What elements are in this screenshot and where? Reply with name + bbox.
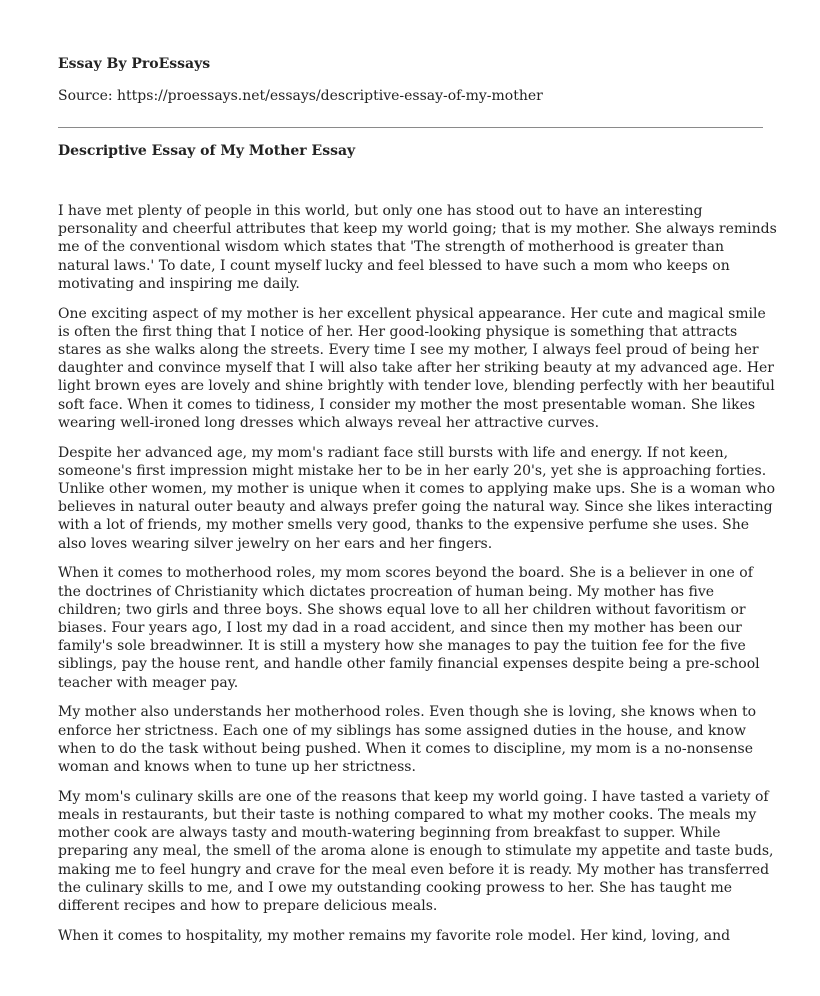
source-label: Source: bbox=[58, 88, 113, 104]
essay-paragraph bbox=[58, 305, 775, 432]
essay-line: personality and cheerful attributes that keep my world going; that is my mother. She always reminds bbox=[58, 221, 777, 238]
header-divider bbox=[58, 127, 763, 128]
essay-line: I have met plenty of people in this world, but only one has stood out to have an interesting bbox=[58, 203, 703, 219]
essay-line: making me to feel hungry and crave for the meal even before it is ready. My mother has transferred bbox=[58, 861, 770, 878]
essay-line: One exciting aspect of my mother is her excellent physical appearance. Her cute and magical smile bbox=[58, 305, 766, 322]
essay-line: wearing well-ironed long dresses which always reveal her attractive curves. bbox=[58, 414, 600, 431]
essay-line: light brown eyes are lovely and shine brightly with tender love, blending perfectly with her beautiful bbox=[58, 378, 775, 395]
essay-paragraph bbox=[58, 788, 774, 915]
essay-line: someone's first impression might mistake her to be in her early 20's, yet she is approaching forties. bbox=[58, 462, 767, 479]
essay-line: biases. Four years ago, I lost my dad in a road accident, and since then my mother has been our bbox=[58, 620, 742, 637]
essay-line: also loves wearing silver jewelry on her ears and her fingers. bbox=[58, 535, 493, 552]
essay-line: My mother also understands her motherhood roles. Even though she is loving, she knows when to bbox=[58, 704, 757, 721]
essay-line: motivating and inspiring me daily. bbox=[58, 275, 300, 292]
essay-title: Descriptive Essay of My Mother Essay bbox=[58, 143, 356, 159]
essay-line: Despite her advanced age, my mom's radiant face still bursts with life and energy. If not keen, bbox=[58, 444, 729, 461]
essay-line: enforce her strictness. Each one of my siblings has some assigned duties in the house, and know bbox=[58, 722, 746, 739]
essay-line: when to do the task without being pushed. When it comes to discipline, my mom is a no-nonsense bbox=[58, 740, 753, 757]
essay-line: teacher with meager pay. bbox=[58, 674, 239, 691]
essay-line: different recipes and how to prepare delicious meals. bbox=[58, 898, 438, 915]
site-title: Essay By ProEssays bbox=[58, 56, 211, 72]
essay-paragraph bbox=[58, 564, 770, 691]
essay-line: When it comes to motherhood roles, my mom scores beyond the board. She is a believer in one of bbox=[58, 565, 753, 582]
essay-line: siblings, pay the house rent, and handle other family financial expenses despite being a pre-school bbox=[58, 656, 760, 673]
essay-line: me of the conventional wisdom which states that 'The strength of motherhood is greater than bbox=[58, 239, 725, 256]
essay-line: stares as she walks along the streets. Every time I see my mother, I always feel proud of being her bbox=[58, 342, 759, 359]
essay-line: with a lot of friends, my mother smells very good, thanks to the expensive perfume she uses. She bbox=[58, 517, 750, 534]
essay-line: believes in natural outer beauty and always prefer going the natural way. Since she likes interacting bbox=[58, 499, 773, 516]
essay-line: Unlike other women, my mother is unique when it comes to applying make ups. She is a woman who bbox=[58, 481, 776, 498]
essay-line: mother cook are always tasty and mouth-watering beginning from breakfast to supper. While bbox=[58, 825, 721, 842]
essay-line: My mom's culinary skills are one of the reasons that keep my world going. I have tasted a variety of bbox=[58, 788, 769, 805]
essay-line: natural laws.' To date, I count myself lucky and feel blessed to have such a mom who keeps on bbox=[58, 257, 730, 274]
essay-line: When it comes to hospitality, my mother remains my favorite role model. Her kind, loving, and bbox=[58, 927, 731, 944]
source-line bbox=[58, 87, 543, 105]
essay-paragraph bbox=[58, 444, 776, 553]
essay-line: is often the first thing that I notice of her. Her good-looking physique is something that attracts bbox=[58, 323, 738, 340]
essay-line: children; two girls and three boys. She shows equal love to all her children without favoritism or bbox=[58, 601, 746, 618]
essay-paragraph bbox=[58, 202, 777, 293]
essay-line: meals in restaurants, but their taste is nothing compared to what my mother cooks. The meals my bbox=[58, 807, 757, 824]
essay-line: daughter and convince myself that I will also take after her striking beauty at my advanced age. Her bbox=[58, 360, 775, 377]
essay-body bbox=[58, 202, 777, 957]
essay-line: preparing any meal, the smell of the aroma alone is enough to stimulate my appetite and taste buds, bbox=[58, 843, 774, 860]
essay-line: soft face. When it comes to tidiness, I consider my mother the most presentable woman. She likes bbox=[58, 396, 756, 413]
essay-paragraph bbox=[58, 703, 770, 776]
essay-line: the doctrines of Christianity which dictates procreation of human being. My mother has five bbox=[58, 583, 715, 600]
essay-paragraph bbox=[58, 927, 770, 945]
essay-line: family's sole breadwinner. It is still a mystery how she manages to pay the tuition fee for the five bbox=[58, 638, 746, 655]
essay-line: the culinary skills to me, and I owe my outstanding cooking prowess to her. She has taught me bbox=[58, 879, 733, 896]
essay-line: woman and knows when to tune up her strictness. bbox=[58, 759, 416, 776]
source-url[interactable]: https://proessays.net/essays/descriptive-essay-of-my-mother bbox=[117, 88, 543, 104]
